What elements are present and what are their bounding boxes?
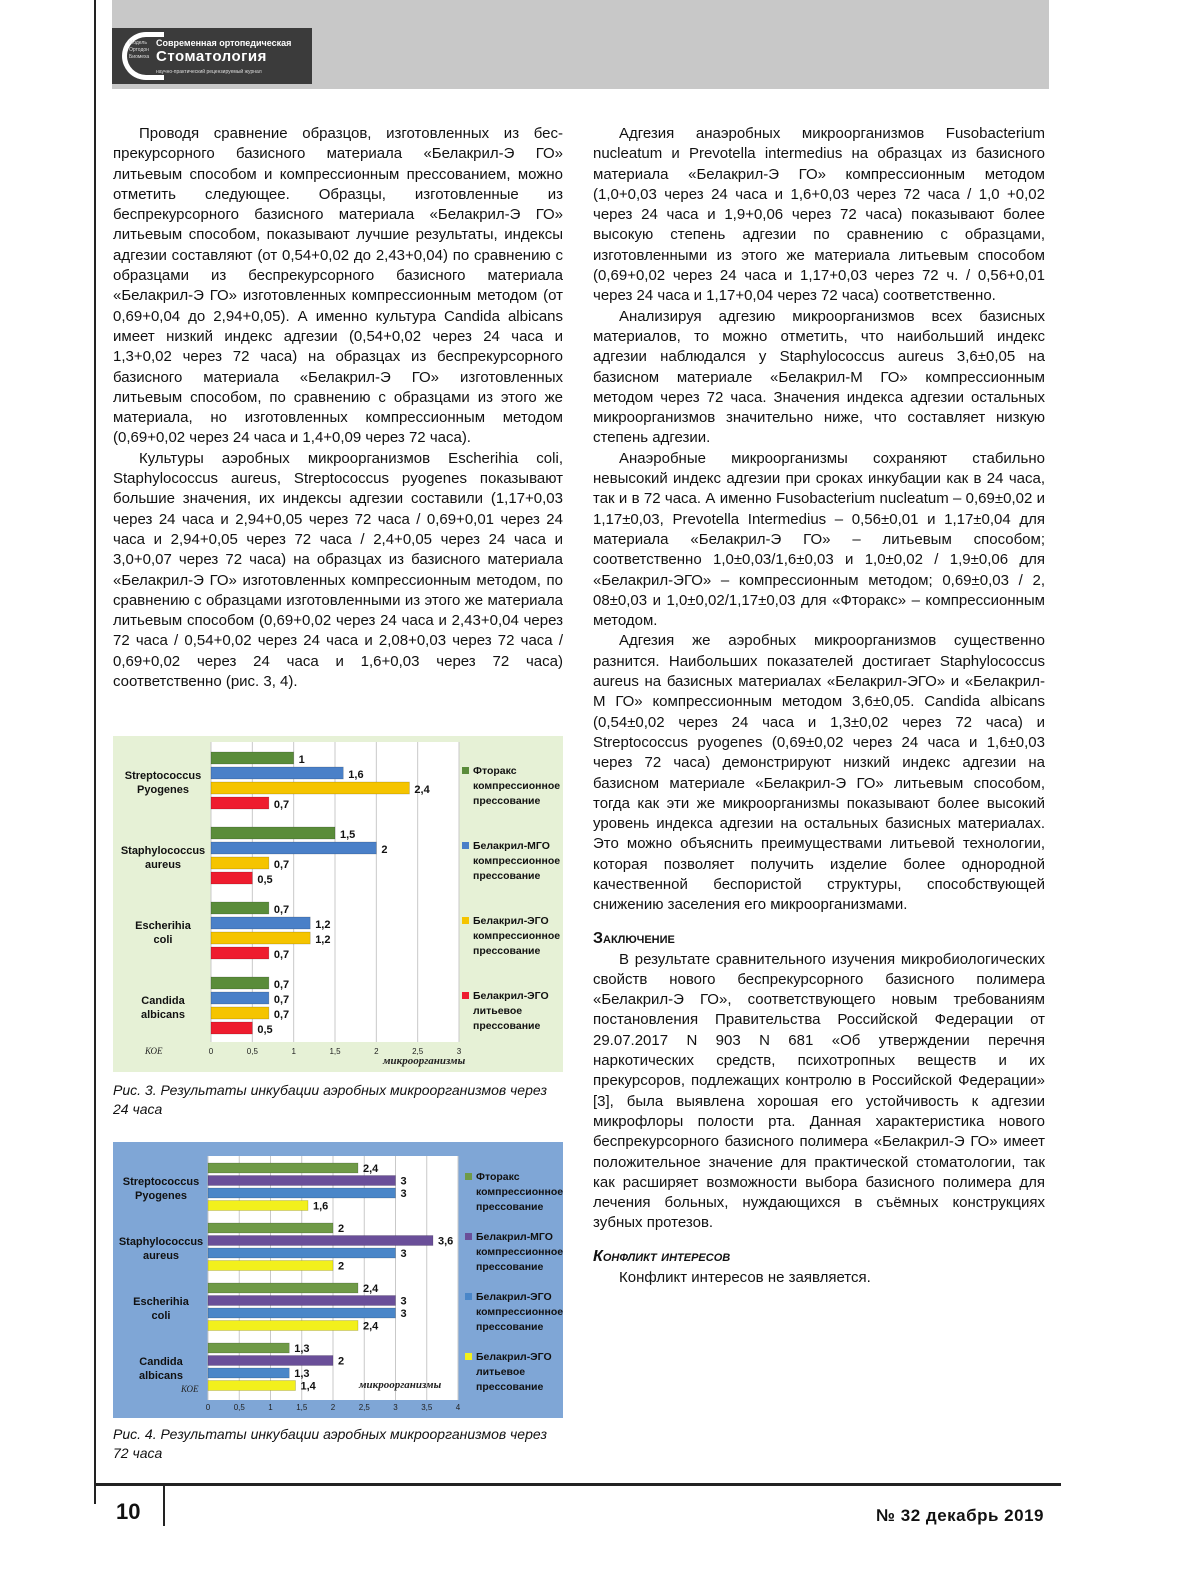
bar — [211, 1007, 269, 1019]
bar — [211, 1022, 252, 1034]
x-tick-label: 0,5 — [246, 1047, 258, 1056]
data-label: 2,4 — [363, 1320, 379, 1333]
bar — [208, 1343, 289, 1353]
bar — [211, 797, 269, 809]
bar — [208, 1368, 289, 1378]
bar — [208, 1321, 358, 1331]
legend-label: компрессионное — [473, 780, 561, 792]
data-label: 2,4 — [363, 1163, 379, 1175]
data-label: 0,7 — [273, 1009, 290, 1021]
x-tick-label: 0,5 — [233, 1403, 245, 1412]
x-tick-label: 1 — [268, 1403, 273, 1412]
data-label: 0,7 — [273, 904, 290, 916]
legend-label: литьевое — [473, 1005, 523, 1017]
bar — [208, 1201, 308, 1211]
page-number: 10 — [116, 1499, 141, 1524]
legend-label: компрессионное — [476, 1306, 563, 1318]
bar — [208, 1248, 396, 1258]
data-label: 1,6 — [313, 1200, 329, 1213]
logo-line1: Современная ортопедическая — [156, 38, 292, 48]
bar — [211, 767, 343, 779]
legend-label: Белакрил-МГО — [476, 1231, 553, 1243]
bar — [211, 947, 269, 959]
data-label: 2 — [381, 844, 388, 856]
legend-label: Белакрил-ЭГО — [476, 1291, 552, 1303]
category-label: Pyogenes — [135, 1190, 187, 1202]
legend-label: Фторакс — [473, 765, 517, 777]
bar — [211, 932, 310, 944]
category-label: Streptococcus — [122, 1176, 200, 1188]
category-label: Streptococcus — [124, 770, 202, 782]
right-paragraph-2: Анализируя адгезию микроорганизмов всех базисных материалов, то можно отметить, что наибольший индекс адгезии наблюдался у Staphylococcus aureus 3,6±0,05 на базисном материале «Белакрил-М ГО» компрессионным методом через 72 часа. Значения индекса адгезии остальных микроорганизмов значительно ниже, что составляет низкую степень адгезии. — [593, 307, 1045, 447]
x-tick-label: 3 — [456, 1047, 462, 1056]
logo-side-2: Ортодон — [129, 47, 149, 53]
right-paragraph-3: Анаэробные микроорганизмы сохраняют стабильно невысокий индекс адгезии при сроках инкубации как в 24 часа, так и в 72 часа. А именно Fusobacterium nucleatum – 0,69±0,02 и 1,17±0,03, Prevotella Intermedius – 0,56±0,01 и 1,17±0,04 для материала «Белакрил-Э ГО» – литьевым способом; соответственно 1,0±0,03/1,6±0,03 и 1,0±0,02 / 1,9±0,06 для «Белакрил-ЭГО» – компрессионным методом; 0,69±0,03 / 2, 08±0,03 и 1,0±0,02/1,17±0,03 для «Фторакс» – компрессионным методом. — [593, 449, 1045, 630]
bar — [211, 977, 269, 989]
right-paragraph-1: Адгезия анаэробных микроорганизмов Fusobacterium nucleatum и Prevotella intermedius на образцах из базисного материала «Белакрил-Э ГО» компрессионным методом (1,0+0,03 через 24 часа и 1,6+0,03 через 72 часа / 1,0 +0,02 через 24 часа и 1,9+0,06 через 72 часа) показывают более высокую степень адгезии по сравнению с образцами, изготовленными из этого же материала литьевым способом (0,69+0,02 через 24 часа и 1,17+0,03 через 72 ч. / 0,56+0,01 через 24 часа и 1,17+0,04 через 72 часа) соответственно. — [593, 125, 1045, 305]
conclusion-text: В результате сравнительного изучения микробиологических свойств нового беспрекурсорного базисного полимера «Белакрил-Э ГО», соответствующего новым требованиям постановления Правительства Российской Федерации от 29.07.2017 N 903 N 681 «Об утверждении перечня наркотических средств, психотропных веществ и их прекурсоров, подлежащих контролю в Российской Федерации» [3], была выявлена хорошая его устойчивость к адгезии микрофлоры полости рта. Данная характеристика нового беспрекурсорного базисного полимера «Белакрил-Э ГО» имеет положительное значение для практической стоматологии, так как расширяет возможности выбора базисного полимера для лечения больных, нуждающихся в съёмных конструкциях зубных протезов. — [593, 950, 1045, 1232]
logo-side-1: Модель — [129, 40, 147, 46]
x-axis-label: микроорганизмы — [359, 1379, 442, 1391]
conflict-heading: Конфликт интересов — [593, 1247, 731, 1265]
data-label: 0,7 — [273, 949, 290, 961]
legend-label: компрессионное — [473, 855, 561, 867]
data-label: 1,6 — [348, 769, 364, 781]
data-label: 3 — [400, 1188, 407, 1200]
logo-line3: научно-практический рецензируемый журнал — [156, 69, 262, 75]
category-label: Candida — [139, 1356, 183, 1368]
data-label: 1,2 — [315, 919, 331, 931]
bar — [211, 782, 409, 794]
bar — [208, 1296, 396, 1306]
category-label: Candida — [141, 995, 185, 1007]
category-label: Pyogenes — [137, 784, 189, 796]
left-paragraph-1: Проводя сравнение образцов, изготовленных из беспрекурсорного базисного материала «Белакрил-Э ГО» литьевым способом и компрессионным прессованием, можно отметить следующее. Образцы, изготовленные из беспрекурсорного базисного материала «Белакрил-Э ГО» литьевым способом, показывают лучшие результаты, индексы адгезии составляют (от 0,54+0,02 до 2,43+0,04) по сравнению с образцами из беспрекурсорного базисного материала «Белакрил-Э ГО» изготовленных компрессионным методом (от 0,69+0,04 до 2,94+0,05). А именно культура Candida albicans имеет низкий индекс адгезии (0,54+0,02 через 24 часа и 1,3+0,02 через 72 часа) на образцах из беспрекурсорного базисного материала «Белакрил-Э ГО» изготовленных литьевым способом, по сравнению с образцами из этого же материала, но изготовленных компрессионным методом (0,69+0,02 через 24 часа и 1,4+0,09 через 72 часа). — [113, 125, 563, 447]
x-tick-label: 2,5 — [412, 1047, 424, 1056]
bar — [211, 857, 269, 869]
data-label: 3 — [400, 1248, 407, 1260]
legend-label: литьевое — [476, 1366, 526, 1378]
bar — [211, 872, 252, 884]
legend-label: компрессионное — [473, 930, 561, 942]
right-paragraph-4: Адгезия же аэробных микроорганизмов существенно разнится. Наибольших показателей достигает Staphylococcus aureus на базисных материалах «Белакрил-ЭГО» и «Белакрил-М ГО» компрессионным методом 3,6±0,05. Candida albicans (0,54±0,02 через 24 часа и 1,3±0,02 через 72 часа) и Streptococcus pyogenes (0,69±0,02 через 24 часа и 1,6±0,03 через 72 часа) демонстрируют низкий индекс адгезии на базисном материале «Белакрил-Э ГО» литьевым способом, тогда как эти же микроорганизмы показывают более высокий уровень индекса адгезии на остальных базисных материалах. Это можно объяснить преимуществами литьевой технологии, которая позволяет получить изделие более однородной качественной беспористой структуры, способствующей снижению заселения его микроорганизмами. — [593, 632, 1045, 914]
legend-label: прессование — [476, 1201, 544, 1213]
chart-svg — [113, 736, 563, 1072]
data-label: 2 — [338, 1355, 345, 1368]
bar — [211, 842, 376, 854]
category-label: Escherihia — [133, 1296, 189, 1308]
bar — [208, 1223, 333, 1233]
legend-swatch — [465, 1173, 472, 1180]
figure-4-chart — [113, 1142, 563, 1418]
data-label: 2,4 — [363, 1283, 379, 1295]
data-label: 2 — [338, 1223, 345, 1235]
category-label: aureus — [142, 1250, 180, 1262]
bar — [208, 1283, 358, 1293]
data-label: 1,3 — [294, 1368, 310, 1380]
data-label: 0,7 — [273, 859, 290, 871]
category-label: albicans — [138, 1370, 184, 1382]
data-label: 0,5 — [257, 874, 273, 886]
data-label: 2,4 — [414, 784, 430, 796]
y-axis-label: КОЕ — [181, 1384, 199, 1394]
x-tick-label: 3,5 — [421, 1403, 433, 1412]
x-tick-label: 2 — [374, 1047, 379, 1056]
data-label: 3 — [400, 1295, 407, 1308]
data-label: 1,4 — [300, 1380, 316, 1393]
legend-swatch — [462, 917, 469, 924]
data-label: 3 — [400, 1175, 407, 1188]
bar — [211, 902, 269, 914]
conflict-text: Конфликт интересов не заявляется. — [619, 1268, 871, 1286]
x-tick-label: 0 — [208, 1047, 214, 1056]
bar — [208, 1308, 396, 1318]
category-label: Staphylococcus — [118, 1236, 204, 1248]
x-tick-label: 1,5 — [329, 1047, 341, 1056]
bar — [211, 992, 269, 1004]
legend-label: компрессионное — [476, 1246, 563, 1258]
category-label: coli — [151, 1310, 171, 1322]
category-label: Staphylococcus — [120, 845, 206, 857]
category-label: aureus — [144, 859, 182, 871]
category-label: Escherihia — [135, 920, 191, 932]
x-tick-label: 2,5 — [358, 1403, 370, 1412]
legend-label: Белакрил-ЭГО — [473, 990, 549, 1002]
logo-side-3: Биомеха — [129, 54, 150, 60]
legend-label: прессование — [476, 1261, 544, 1273]
chart-svg — [113, 1142, 563, 1418]
x-tick-label: 0 — [205, 1403, 211, 1412]
x-tick-label: 4 — [455, 1403, 461, 1412]
bar — [208, 1381, 296, 1391]
x-tick-label: 2 — [330, 1403, 336, 1412]
journal-logo — [112, 28, 312, 84]
legend-label: компрессионное — [476, 1186, 563, 1198]
legend-swatch — [465, 1353, 472, 1360]
data-label: 1,5 — [340, 829, 356, 841]
left-paragraph-2: Культуры аэробных микроорганизмов Escherihia coli, Staphylococcus aureus, Streptococcus pyogenes показывают большие значения, их индексы адгезии составили (1,17+0,03 через 24 часа и 2,94+0,05 через 72 часа / 0,69+0,01 через 24 часа и 2,94+0,05 через 72 часа / 2,4+0,05 через 24 часа и 3,0+0,07 через 72 часа) на образцах из базисного материала «Белакрил-Э ГО» изготовленных компрессионным методом, по сравнению с образцами изготовленными из этого же материала литьевым способом (0,69+0,02 через 24 часа и 2,43+0,04 через 72 часа / 0,54+0,02 через 24 часа и 2,08+0,03 через 72 часа / 0,69+0,02 через 24 часа и 1,6+0,03 через 72 часа) соответственно (рис. 3, 4). — [113, 449, 563, 691]
conclusion-heading: Заключение — [593, 929, 675, 947]
bar — [211, 917, 310, 929]
data-label: 1,3 — [294, 1343, 310, 1355]
left-margin-rule — [94, 0, 96, 1504]
bar — [208, 1261, 333, 1271]
x-tick-label: 1 — [291, 1047, 296, 1056]
data-label: 1 — [298, 754, 305, 766]
bar — [208, 1176, 396, 1186]
bar — [208, 1163, 358, 1173]
legend-label: прессование — [473, 945, 541, 957]
legend-label: Белакрил-ЭГО — [476, 1351, 552, 1363]
issue-label: № 32 декабрь 2019 — [876, 1506, 1044, 1525]
y-axis-label: КОЕ — [145, 1046, 163, 1056]
x-tick-label: 3 — [393, 1403, 398, 1412]
data-label: 1,2 — [315, 934, 331, 946]
data-label: 0,7 — [273, 979, 290, 991]
x-axis-label: микроорганизмы — [383, 1055, 466, 1067]
logo-line2: Стоматология — [156, 48, 267, 65]
page-number-separator — [163, 1486, 165, 1526]
legend-swatch — [462, 992, 469, 999]
legend-label: Белакрил-МГО — [473, 840, 550, 852]
data-label: 0,5 — [257, 1024, 273, 1036]
bar — [211, 752, 294, 764]
legend-label: Белакрил-ЭГО — [473, 915, 549, 927]
data-label: 0,7 — [273, 799, 290, 811]
legend-label: прессование — [476, 1321, 544, 1333]
category-label: albicans — [140, 1009, 186, 1021]
legend-swatch — [462, 767, 469, 774]
legend-swatch — [465, 1293, 472, 1300]
left-column — [113, 124, 563, 692]
bar — [211, 827, 335, 839]
bar — [208, 1188, 396, 1198]
legend-swatch — [462, 842, 469, 849]
legend-label: прессование — [473, 795, 541, 807]
bar — [208, 1356, 333, 1366]
legend-label: прессование — [473, 870, 541, 882]
legend-label: прессование — [473, 1020, 541, 1032]
data-label: 0,7 — [273, 994, 290, 1006]
right-column — [593, 124, 1045, 1288]
data-label: 2 — [338, 1260, 345, 1273]
data-label: 3,6 — [438, 1235, 454, 1248]
legend-swatch — [465, 1233, 472, 1240]
data-label: 3 — [400, 1308, 407, 1320]
bar — [208, 1236, 433, 1246]
category-label: coli — [153, 934, 173, 946]
footer-rule — [96, 1483, 1061, 1486]
legend-label: прессование — [476, 1381, 544, 1393]
x-tick-label: 1,5 — [296, 1403, 308, 1412]
legend-label: Фторакс — [476, 1171, 520, 1183]
figure-3-chart — [113, 736, 563, 1072]
figure-4-caption: Рис. 4. Результаты инкубации аэробных микроорганизмов через 72 часа — [113, 1426, 548, 1461]
figure-3-caption: Рис. 3. Результаты инкубации аэробных микроорганизмов через 24 часа — [113, 1082, 548, 1117]
